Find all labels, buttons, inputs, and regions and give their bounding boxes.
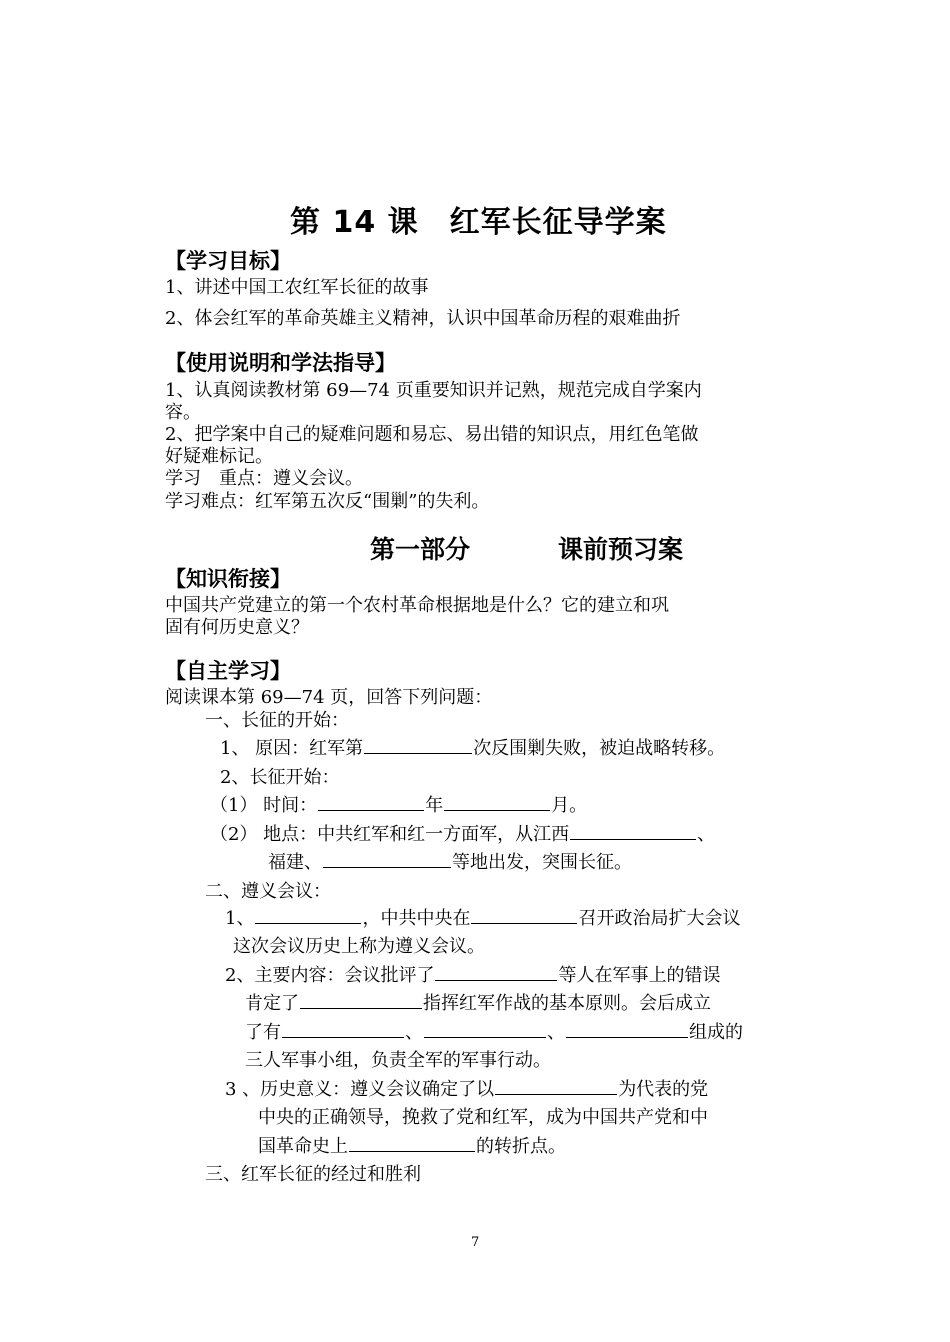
- section-three-title: 三、红军长征的经过和胜利: [205, 1164, 421, 1185]
- answer-blank[interactable]: [300, 990, 422, 1009]
- question-line: （2） 地点：中共红军和红一方面军，从江西 、: [210, 820, 715, 846]
- knowledge-heading: 【知识衔接】: [165, 567, 291, 591]
- question-line: 了有 、 、 组成的: [245, 1018, 743, 1044]
- question-line: 1、 原因：红军第 次反围剿失败，被迫战略转移。: [220, 734, 725, 760]
- answer-blank[interactable]: [444, 792, 550, 811]
- guide-line: 容。: [165, 402, 201, 423]
- question-line: 福建、 等地出发，突围长征。: [268, 848, 632, 874]
- part-one-label: 第一部分: [370, 535, 471, 564]
- question-line: 这次会议历史上称为遵义会议。: [233, 936, 485, 957]
- question-line: 3 、历史意义：遵义会议确定了以 为代表的党: [225, 1075, 708, 1101]
- self-study-heading: 【自主学习】: [165, 659, 291, 683]
- section-two-title: 二、遵义会议：: [205, 881, 331, 902]
- question-line: 2、长征开始：: [220, 767, 340, 788]
- page-number: 7: [471, 1235, 480, 1250]
- guide-line: 学习 重点：遵义会议。: [165, 468, 363, 489]
- answer-blank[interactable]: [566, 1019, 688, 1038]
- guide-line: 好疑难标记。: [165, 446, 273, 467]
- question-line: 1、 ，中共中央在 召开政治局扩大会议: [225, 904, 740, 930]
- answer-blank[interactable]: [471, 905, 577, 924]
- question-line: 国革命史上 的转折点。: [258, 1132, 566, 1158]
- answer-blank[interactable]: [282, 1019, 404, 1038]
- part-one-subtitle: 课前预习案: [558, 535, 684, 564]
- question-line: 肯定了 指挥红军作战的基本原则。会后成立: [245, 989, 711, 1015]
- answer-blank[interactable]: [435, 962, 557, 981]
- section-one-title: 一、长征的开始：: [205, 710, 349, 731]
- answer-blank[interactable]: [323, 849, 451, 868]
- knowledge-line: 固有何历史意义？: [165, 617, 309, 638]
- answer-blank[interactable]: [424, 1019, 546, 1038]
- answer-blank[interactable]: [570, 821, 696, 840]
- question-line: 三人军事小组，负责全军的军事行动。: [245, 1050, 551, 1071]
- guide-line: 学习难点：红军第五次反“围剿”的失利。: [165, 491, 490, 512]
- answer-blank[interactable]: [318, 792, 424, 811]
- answer-blank[interactable]: [349, 1133, 475, 1152]
- self-study-intro: 阅读课本第 69—74 页，回答下列问题：: [165, 687, 493, 708]
- guide-line: 2、把学案中自己的疑难问题和易忘、易出错的知识点，用红色笔做: [165, 424, 699, 445]
- objective-item: 1、讲述中国工农红军长征的故事: [165, 277, 429, 298]
- answer-blank[interactable]: [255, 905, 361, 924]
- answer-blank[interactable]: [364, 735, 472, 754]
- guide-line: 1、认真阅读教材第 69—74 页重要知识并记熟，规范完成自学案内: [165, 380, 702, 401]
- question-line: 2、主要内容：会议批评了 等人在军事上的错误: [225, 961, 720, 987]
- objective-item: 2、体会红军的革命英雄主义精神，认识中国革命历程的艰难曲折: [165, 308, 681, 329]
- page-title: 第 14 课 红军长征导学案: [290, 205, 667, 240]
- question-line: （1） 时间： 年 月。: [210, 791, 587, 817]
- question-line: 中央的正确领导，挽救了党和红军，成为中国共产党和中: [258, 1107, 708, 1128]
- knowledge-line: 中国共产党建立的第一个农村革命根据地是什么？它的建立和巩: [165, 595, 669, 616]
- objectives-heading: 【学习目标】: [165, 249, 291, 273]
- answer-blank[interactable]: [495, 1076, 617, 1095]
- guide-heading: 【使用说明和学法指导】: [165, 351, 396, 375]
